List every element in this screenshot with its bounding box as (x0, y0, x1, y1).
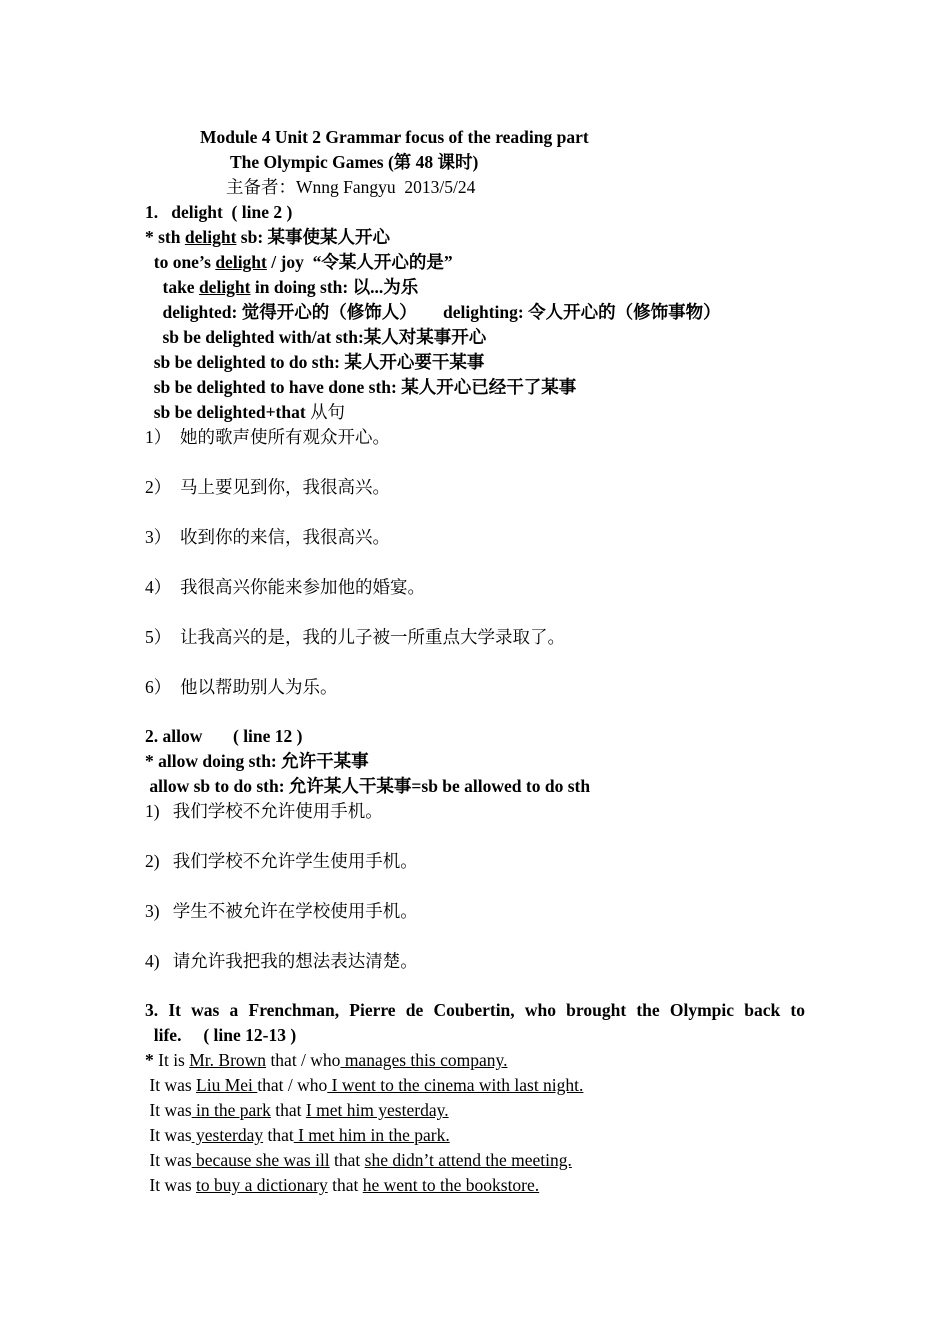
section3-heading-line2: life. ( line 12-13 ) (145, 1025, 297, 1045)
section2-exercise: 3) 学生不被允许在学校使用手机。 (145, 901, 418, 921)
doc-title: Module 4 Unit 2 Grammar focus of the reading part (200, 127, 589, 147)
section1-exercise: 1） 她的歌声使所有观众开心。 (145, 427, 390, 447)
section1-heading: 1. delight ( line 2 ) (145, 202, 293, 222)
section2-point-2: allow sb to do sth: 允许某人干某事=sb be allowed to do sth (145, 776, 591, 796)
section1-point-1: * sth delight sb: 某事使某人开心 (145, 227, 391, 247)
cleft-example: It was in the park that I met him yesterday. (145, 1100, 449, 1120)
section3-heading-line1: 3. It was a Frenchman, Pierre de Coubertin, who brought the Olympic back to (145, 1000, 805, 1020)
section1-point-6: sb be delighted to do sth: 某人开心要干某事 (145, 352, 485, 372)
section1-exercise: 2） 马上要见到你，我很高兴。 (145, 477, 390, 497)
section2-exercise: 2) 我们学校不允许学生使用手机。 (145, 851, 418, 871)
section1-point-8: sb be delighted+that 从句 (145, 402, 346, 422)
section1-point-3: take delight in doing sth: 以...为乐 (145, 277, 419, 297)
doc-subtitle: The Olympic Games (第 48 课时) (230, 152, 479, 172)
cleft-example: It was to buy a dictionary that he went to the bookstore. (145, 1175, 540, 1195)
section2-heading: 2. allow ( line 12 ) (145, 726, 303, 746)
cleft-example: It was because she was ill that she didn’t attend the meeting. (145, 1150, 572, 1170)
section1-exercise: 3） 收到你的来信，我很高兴。 (145, 527, 390, 547)
cleft-example: It was yesterday that I met him in the park. (145, 1125, 450, 1145)
section1-point-2: to one’s delight / joy “令某人开心的是” (145, 252, 453, 272)
section1-point-7: sb be delighted to have done sth: 某人开心已经干了某事 (145, 377, 577, 397)
section2-exercise: 1) 我们学校不允许使用手机。 (145, 801, 383, 821)
cleft-example: It was Liu Mei that / who I went to the cinema with last night. (145, 1075, 584, 1095)
section1-exercise: 6） 他以帮助别人为乐。 (145, 677, 338, 697)
section2-exercise: 4) 请允许我把我的想法表达清楚。 (145, 951, 418, 971)
section1-exercise: 4） 我很高兴你能来参加他的婚宴。 (145, 577, 425, 597)
cleft-example: * It is Mr. Brown that / who manages this company. (145, 1050, 508, 1070)
section2-point-1: * allow doing sth: 允许干某事 (145, 751, 369, 771)
section1-exercise: 5） 让我高兴的是，我的儿子被一所重点大学录取了。 (145, 627, 565, 647)
section1-point-4: delighted: 觉得开心的（修饰人） delighting: 令人开心的（修饰事物） (145, 302, 721, 322)
section1-point-5: sb be delighted with/at sth:某人对某事开心 (145, 327, 487, 347)
author-line: 主备者：Wnng Fangyu 2013/5/24 (226, 177, 476, 197)
